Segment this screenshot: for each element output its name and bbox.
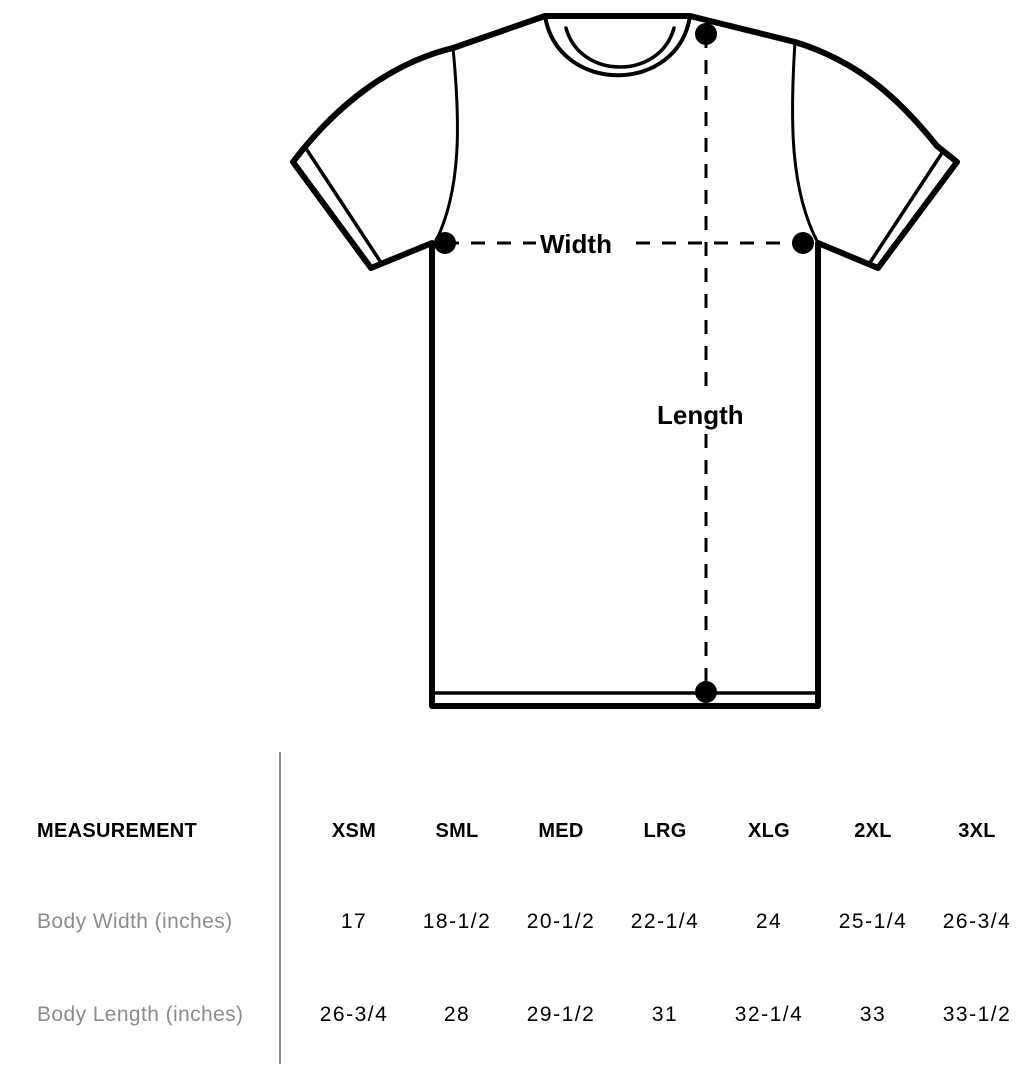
size-header-sml: SML — [435, 820, 479, 842]
right-armhole-seam — [792, 42, 818, 243]
width-label: Width — [540, 229, 612, 259]
length-point-bottom — [695, 681, 717, 703]
size-header-3xl: 3XL — [958, 820, 996, 842]
width-point-right — [792, 232, 814, 254]
length-label: Length — [657, 400, 744, 430]
measurement-header: MEASUREMENT — [37, 820, 197, 842]
size-header-xsm: XSM — [331, 820, 377, 842]
left-sleeve-cuff — [307, 150, 382, 264]
body-width-2xl: 25-1/4 — [838, 910, 908, 933]
table-divider — [279, 752, 281, 1064]
body-width-xlg: 24 — [755, 910, 783, 933]
size-header-2xl: 2XL — [854, 820, 892, 842]
length-point-top — [695, 23, 717, 45]
row-label-body-width: Body Width (inches) — [37, 910, 233, 933]
width-point-left — [434, 232, 456, 254]
body-width-med: 20-1/2 — [526, 910, 596, 933]
body-length-lrg: 31 — [651, 1003, 679, 1026]
collar-inner — [566, 28, 674, 67]
row-label-body-length: Body Length (inches) — [37, 1003, 244, 1026]
body-length-3xl: 33-1/2 — [942, 1003, 1012, 1026]
body-length-xsm: 26-3/4 — [319, 1003, 389, 1026]
body-length-sml: 28 — [443, 1003, 471, 1026]
left-armhole-seam — [435, 48, 458, 243]
right-sleeve-cuff — [869, 150, 944, 264]
body-length-2xl: 33 — [859, 1003, 887, 1026]
body-width-lrg: 22-1/4 — [630, 910, 700, 933]
body-width-3xl: 26-3/4 — [942, 910, 1012, 933]
size-header-med: MED — [538, 820, 584, 842]
body-width-xsm: 17 — [340, 910, 368, 933]
body-length-med: 29-1/2 — [526, 1003, 596, 1026]
body-length-xlg: 32-1/4 — [734, 1003, 804, 1026]
size-header-xlg: XLG — [747, 820, 791, 842]
body-width-sml: 18-1/2 — [422, 910, 492, 933]
size-header-lrg: LRG — [643, 820, 687, 842]
tshirt-outline — [293, 16, 957, 706]
